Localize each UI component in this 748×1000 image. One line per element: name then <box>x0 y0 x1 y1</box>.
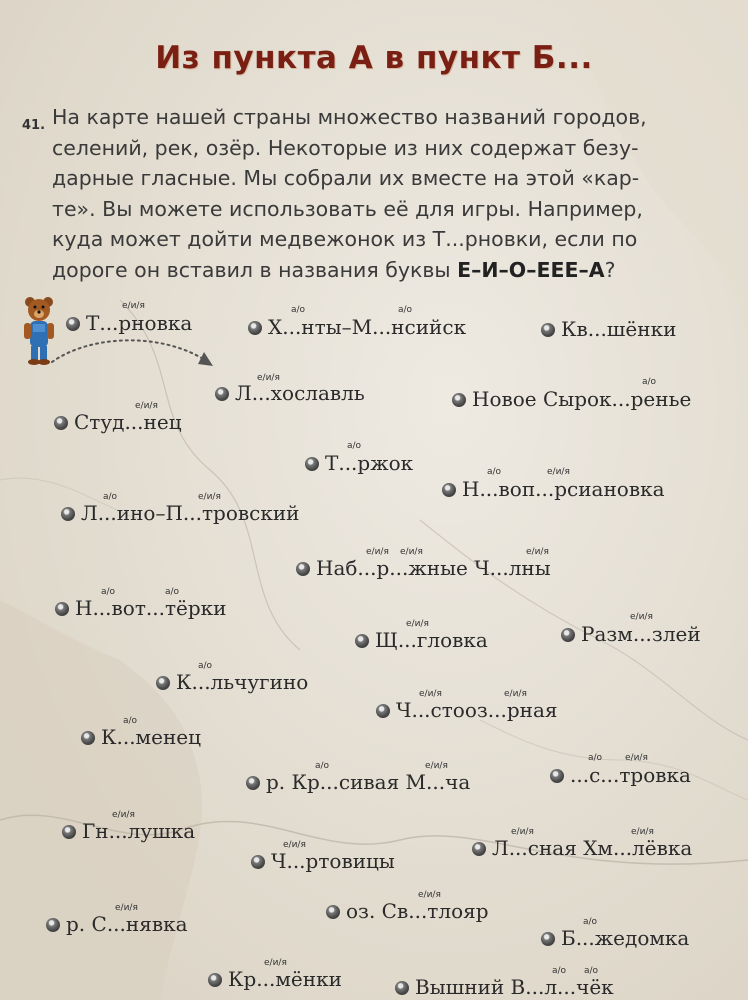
paragraph-suffix: ? <box>604 257 616 282</box>
hint-label: а/о <box>103 492 118 502</box>
hint-label: е/и/я <box>135 401 158 411</box>
hint-label: а/о <box>291 305 306 315</box>
dot-marker-icon <box>326 905 340 919</box>
hint-label: е/и/я <box>526 547 549 557</box>
dot-marker-icon <box>46 918 60 932</box>
hint-label: а/о <box>583 917 598 927</box>
paragraph-line: На карте нашей страны множество названий городов, <box>52 105 647 129</box>
hint-label: е/и/я <box>122 301 145 311</box>
place-label: Х...нты–М...нсийск <box>268 315 467 339</box>
dot-marker-icon <box>156 676 170 690</box>
place-item <box>355 629 488 651</box>
place-item <box>215 382 365 404</box>
place-label: Ч...ртовицы <box>271 849 395 873</box>
hint-label: а/о <box>642 377 657 387</box>
dot-marker-icon <box>54 416 68 430</box>
hint-label: е/и/я <box>418 890 441 900</box>
hint-label: е/и/я <box>511 827 534 837</box>
place-item <box>246 771 470 793</box>
place-label: Кр...мёнки <box>228 967 342 991</box>
dot-marker-icon <box>442 483 456 497</box>
hint-label: е/и/я <box>419 689 442 699</box>
dot-marker-icon <box>561 628 575 642</box>
paragraph-line-last <box>52 255 732 286</box>
dot-marker-icon <box>376 704 390 718</box>
dot-marker-icon <box>305 457 319 471</box>
place-label: Вышний В...л...чёк <box>415 975 614 999</box>
place-item <box>550 764 691 786</box>
hint-label: а/о <box>165 587 180 597</box>
dot-marker-icon <box>215 387 229 401</box>
task-number: 41. <box>22 118 46 133</box>
hint-label: е/и/я <box>366 547 389 557</box>
hint-label: е/и/я <box>504 689 527 699</box>
place-label: Ч...стооз...рная <box>396 698 558 722</box>
dot-marker-icon <box>472 842 486 856</box>
place-label: Студ...нец <box>74 410 182 434</box>
place-item <box>442 478 665 500</box>
dot-marker-icon <box>251 855 265 869</box>
place-label: р. Кр...сивая М...ча <box>266 770 471 794</box>
place-label: К...льчугино <box>176 670 309 694</box>
dot-marker-icon <box>246 776 260 790</box>
hint-label: е/и/я <box>425 761 448 771</box>
place-label: Наб...р...жные Ч...лны <box>316 556 551 580</box>
place-label: Б...жедомка <box>561 926 690 950</box>
place-item <box>61 502 300 524</box>
dot-marker-icon <box>55 602 69 616</box>
place-label: оз. Св...тлояр <box>346 899 489 923</box>
hint-label: е/и/я <box>630 612 653 622</box>
dot-marker-icon <box>541 323 555 337</box>
hint-label: е/и/я <box>631 827 654 837</box>
place-label: Л...хославль <box>235 381 365 405</box>
hint-label: а/о <box>315 761 330 771</box>
place-item <box>248 316 466 338</box>
hint-label: а/о <box>584 966 599 976</box>
hint-label: е/и/я <box>406 619 429 629</box>
hint-label: а/о <box>347 441 362 451</box>
hint-label: а/о <box>588 753 603 763</box>
place-item <box>326 900 489 922</box>
place-label: р. С...нявка <box>66 912 188 936</box>
place-item <box>395 976 614 998</box>
dot-marker-icon <box>208 973 222 987</box>
hint-label: а/о <box>487 467 502 477</box>
place-label: Щ...гловка <box>375 628 488 652</box>
dot-marker-icon <box>541 932 555 946</box>
place-label: ...с...тровка <box>570 763 691 787</box>
place-item <box>54 411 182 433</box>
place-item <box>472 837 692 859</box>
dot-marker-icon <box>81 731 95 745</box>
place-label: Л...сная Хм...лёвка <box>492 836 693 860</box>
paragraph-line: те». Вы можете использовать её для игры. Например, <box>52 196 643 221</box>
place-label: Кв...шёнки <box>561 317 677 341</box>
paragraph-line: куда может дойти медвежонок из Т...рновки, если по <box>52 227 638 251</box>
place-label: Л...ино–П...тровский <box>81 501 300 525</box>
hint-label: е/и/я <box>283 840 306 850</box>
place-item <box>208 968 342 990</box>
place-label: Т...рновка <box>86 311 193 335</box>
hint-label: е/и/я <box>198 492 221 502</box>
paragraph-line: селений, рек, озёр. Некоторые из них содержат безу- <box>52 135 639 160</box>
place-item <box>156 671 308 693</box>
place-label: Н...воп...рсиановка <box>462 477 665 501</box>
dot-marker-icon <box>62 825 76 839</box>
place-item <box>541 318 676 340</box>
hint-label: е/и/я <box>400 547 423 557</box>
place-label: Гн...лушка <box>82 819 196 843</box>
place-item <box>55 597 226 619</box>
task-paragraph <box>52 102 732 285</box>
place-item <box>251 850 395 872</box>
place-item <box>541 927 689 949</box>
place-item <box>46 913 188 935</box>
hint-label: е/и/я <box>625 753 648 763</box>
dot-marker-icon <box>296 562 310 576</box>
place-item <box>452 388 691 410</box>
paragraph-letters: Е–И–О–ЕЕЕ–А <box>457 257 605 282</box>
dot-marker-icon <box>61 507 75 521</box>
hint-label: а/о <box>198 661 213 671</box>
place-label: Т...ржок <box>325 451 414 475</box>
dot-marker-icon <box>550 769 564 783</box>
hint-label: а/о <box>552 966 567 976</box>
place-item <box>296 557 551 579</box>
dot-marker-icon <box>248 321 262 335</box>
place-item <box>376 699 558 721</box>
page-title: Из пункта А в пункт Б... <box>155 40 593 76</box>
dot-marker-icon <box>452 393 466 407</box>
hint-label: е/и/я <box>112 810 135 820</box>
place-label: Разм...злей <box>581 622 701 646</box>
place-label: Новое Сырок...ренье <box>472 387 692 411</box>
place-label: Н...вот...тёрки <box>75 596 227 620</box>
dot-marker-icon <box>355 634 369 648</box>
place-item <box>81 726 201 748</box>
place-item <box>62 820 195 842</box>
dot-marker-icon <box>395 981 409 995</box>
hint-label: а/о <box>123 716 138 726</box>
hint-label: е/и/я <box>264 958 287 968</box>
place-label: К...менец <box>101 725 201 749</box>
place-item <box>561 623 701 645</box>
bear-icon <box>22 296 58 366</box>
hint-label: е/и/я <box>115 903 138 913</box>
place-item <box>305 452 413 474</box>
paragraph-line: дарные гласные. Мы собрали их вместе на этой «кар- <box>52 166 640 190</box>
hint-label: а/о <box>101 587 116 597</box>
hint-label: е/и/я <box>547 467 570 477</box>
paragraph-last-prefix: дороге он вставил в названия буквы <box>52 257 458 282</box>
hint-label: а/о <box>398 305 413 315</box>
place-item <box>66 312 192 334</box>
hint-label: е/и/я <box>257 373 280 383</box>
dot-marker-icon <box>66 317 80 331</box>
